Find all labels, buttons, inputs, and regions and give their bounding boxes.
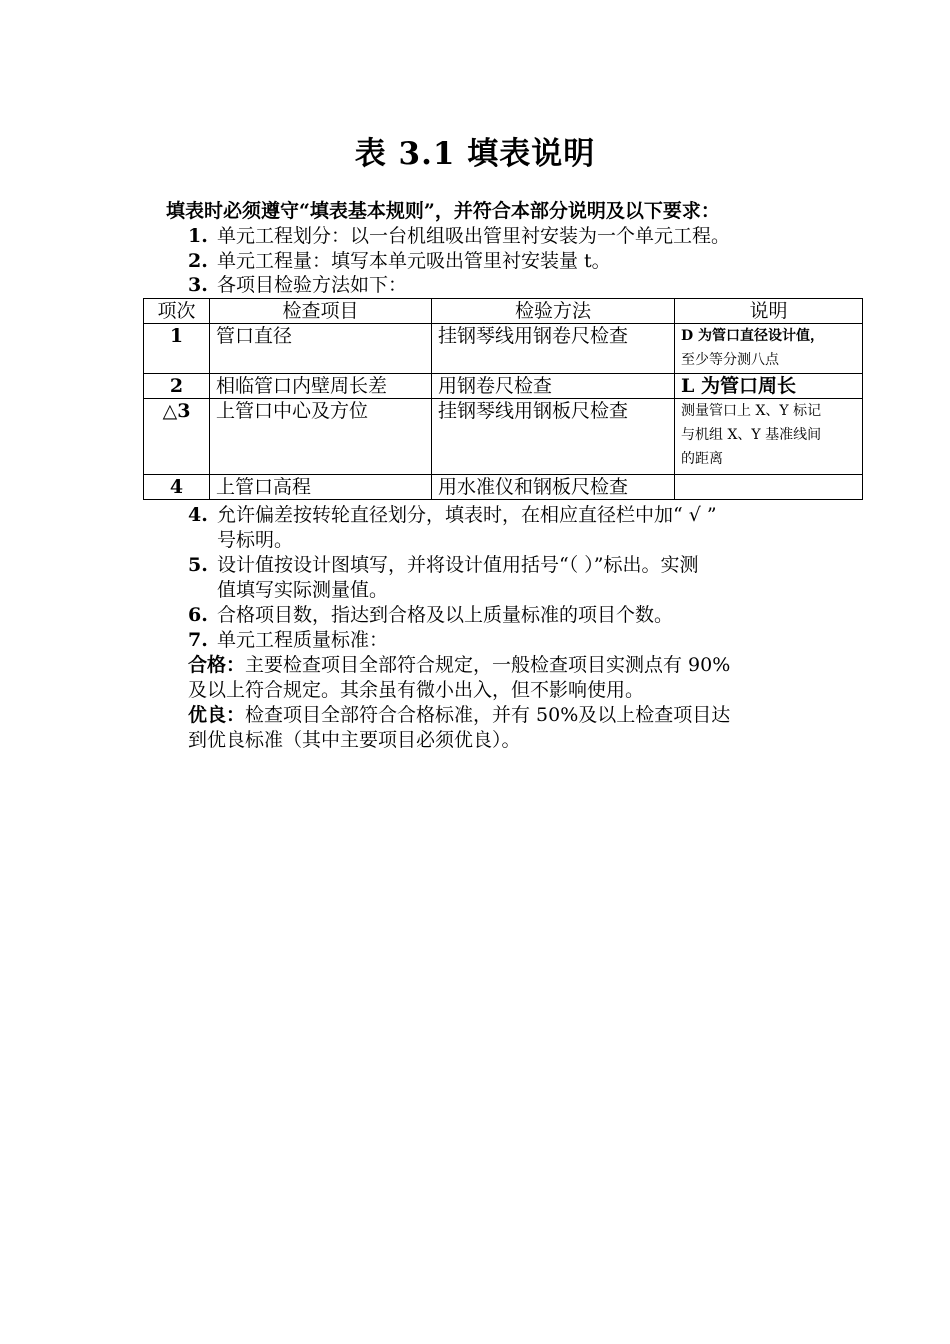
note-line: L 为管口周长 (681, 375, 796, 397)
instruction-item-4 (188, 503, 717, 553)
item-text: 单元工程质量标准： (217, 629, 389, 651)
row-number: 4 (144, 475, 210, 500)
note-line: 至少等分测八点 (681, 352, 779, 368)
item-text: 单元工程量：填写本单元吸出管里衬安装量 t。 (217, 250, 611, 272)
item-text: 单元工程划分：以一台机组吸出管里衬安装为一个单元工程。 (217, 225, 731, 247)
item-text: 合格项目数，指达到合格及以上质量标准的项目个数。 (217, 604, 674, 626)
row-method: 挂钢琴线用钢卷尺检查 (432, 324, 675, 374)
item-number: 1. (188, 225, 208, 247)
pass-standard-text-continued: 及以上符合规定。其余虽有微小出入，但不影响使用。 (188, 679, 645, 701)
item-text-continued: 号标明。 (217, 529, 294, 551)
table-row (144, 374, 863, 399)
table-header-row (144, 299, 863, 324)
note-line: 的距离 (681, 451, 723, 467)
table-row (144, 399, 863, 475)
pass-standard-text: 主要检查项目全部符合规定，一般检查项目实测点有 90% (245, 654, 731, 676)
item-text: 各项目检验方法如下： (217, 274, 408, 296)
table-row (144, 475, 863, 500)
item-number: 7. (188, 629, 208, 651)
good-standard-label: 优良： (188, 704, 246, 726)
row-number: 1 (144, 324, 210, 374)
instruction-item-3 (188, 273, 407, 298)
header-note: 说明 (675, 299, 863, 324)
instruction-item-2 (188, 249, 611, 274)
row-method: 用水准仪和钢板尺检查 (432, 475, 675, 500)
row-note (675, 324, 863, 374)
row-number: △3 (144, 399, 210, 475)
instruction-item-5 (188, 553, 698, 603)
inspection-methods-table (143, 298, 863, 500)
header-check-item: 检查项目 (210, 299, 432, 324)
item-number: 2. (188, 250, 208, 272)
item-number: 5. (188, 554, 208, 576)
item-number: 3. (188, 274, 208, 296)
good-standard-text: 检查项目全部符合合格标准，并有 50%及以上检查项目达 (245, 704, 731, 726)
page-title: 表 3.1 填表说明 (354, 136, 596, 172)
row-note (675, 475, 863, 500)
row-check-item: 上管口中心及方位 (210, 399, 432, 475)
row-check-item: 管口直径 (210, 324, 432, 374)
instruction-item-7 (188, 628, 388, 653)
item-text: 设计值按设计图填写，并将设计值用括号“（ ）”标出。实测 (217, 554, 699, 576)
row-note (675, 374, 863, 399)
pass-standard (188, 653, 730, 703)
row-number: 2 (144, 374, 210, 399)
instruction-item-6 (188, 603, 673, 628)
intro-text: 填表时必须遵守“填表基本规则”，并符合本部分说明及以下要求： (166, 200, 720, 222)
item-text: 允许偏差按转轮直径划分，填表时，在相应直径栏中加“ √ ” (217, 504, 717, 526)
item-number: 4. (188, 504, 208, 526)
pass-standard-label: 合格： (188, 654, 246, 676)
note-line: D 为管口直径设计值， (681, 328, 825, 344)
item-number: 6. (188, 604, 208, 626)
header-method: 检验方法 (432, 299, 675, 324)
instruction-item-1 (188, 224, 730, 249)
good-standard (188, 703, 730, 753)
row-check-item: 相临管口内壁周长差 (210, 374, 432, 399)
table-row (144, 324, 863, 374)
note-line: 与机组 X、Y 基准线间 (681, 427, 822, 443)
good-standard-text-continued: 到优良标准（其中主要项目必须优良）。 (188, 729, 521, 751)
item-text-continued: 值填写实际测量值。 (217, 579, 389, 601)
row-note (675, 399, 863, 475)
note-line: 测量管口上 X、Y 标记 (681, 403, 822, 419)
header-item-no: 项次 (144, 299, 210, 324)
row-method: 挂钢琴线用钢板尺检查 (432, 399, 675, 475)
row-check-item: 上管口高程 (210, 475, 432, 500)
row-method: 用钢卷尺检查 (432, 374, 675, 399)
